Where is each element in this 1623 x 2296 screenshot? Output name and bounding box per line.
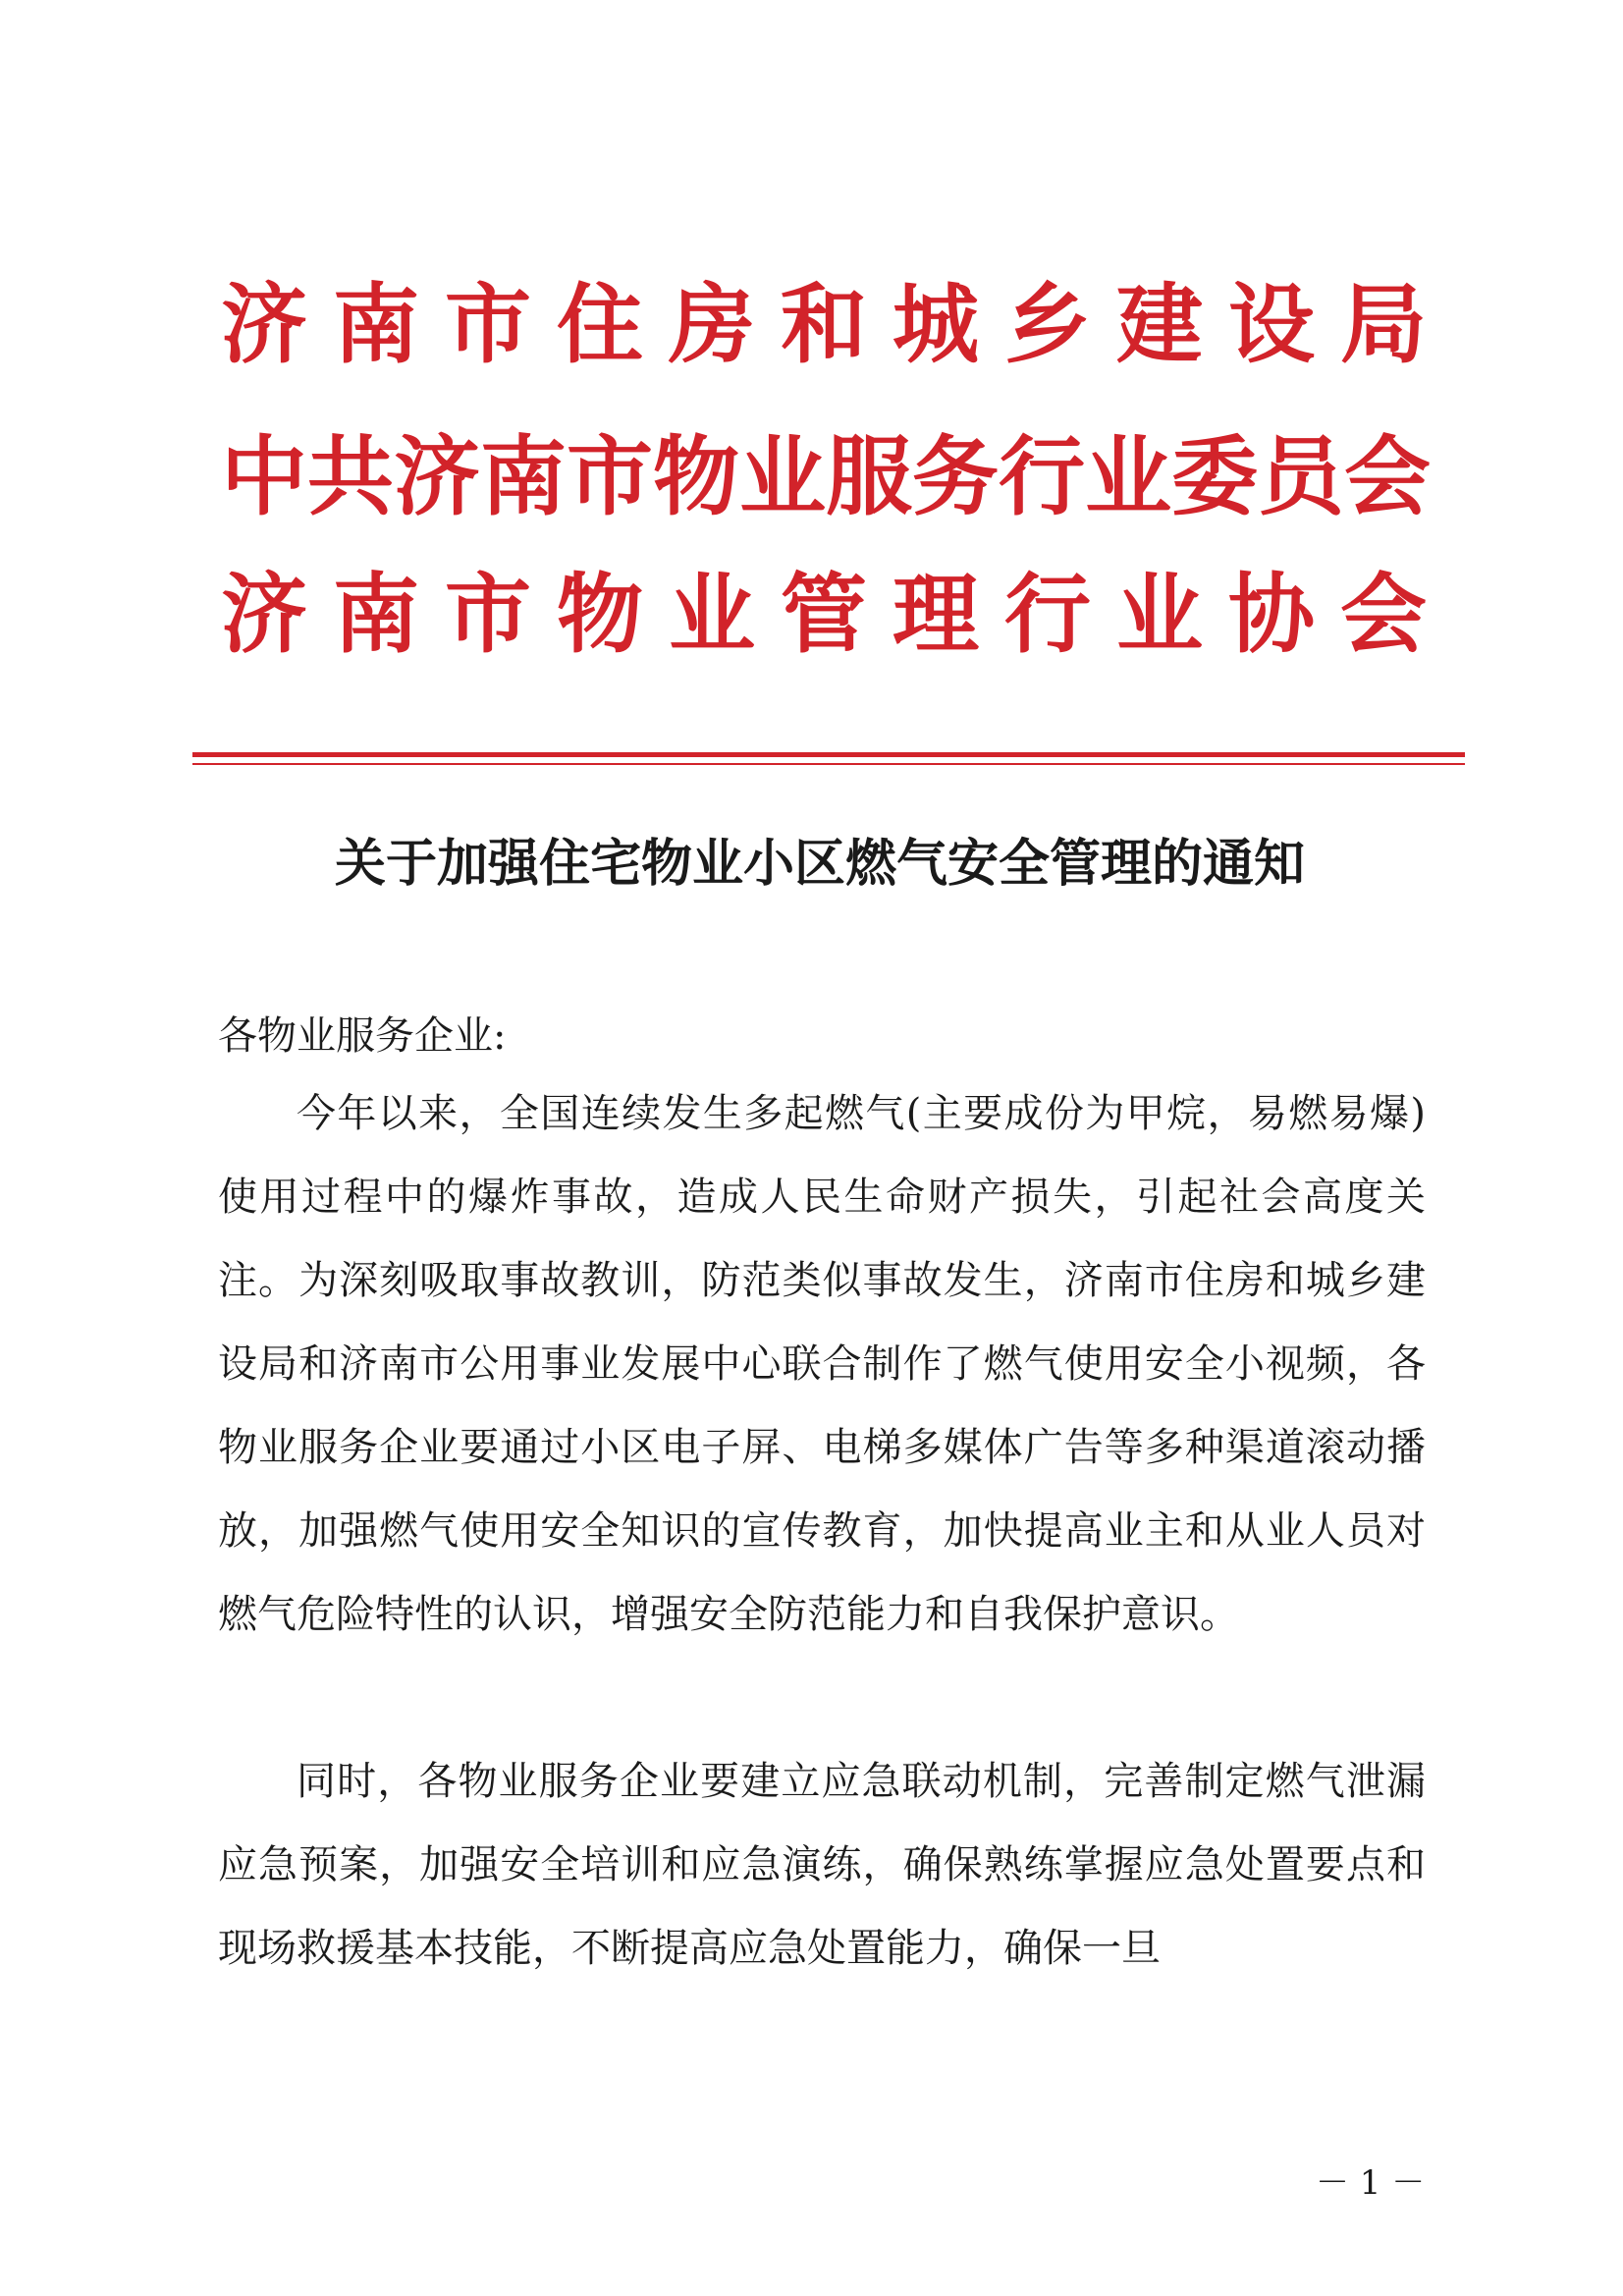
issuer-name-1: 济南市住房和城乡建设局 (221, 273, 1429, 375)
header-divider-thin (192, 763, 1465, 765)
document-title: 关于加强住宅物业小区燃气安全管理的通知 (334, 834, 1305, 894)
issuer-name-3: 济南市物业管理行业协会 (221, 563, 1429, 665)
header-divider-thick (192, 752, 1465, 757)
body-paragraph-1: 今年以来，全国连续发生多起燃气(主要成份为甲烷，易燃易爆)使用过程中的爆炸事故，造成人民生命财产损失，引起社会高度关注。为深刻吸取事故教训，防范类似事故发生，济南市住房和城乡建设局和济南市公用事业发展中心联合制作了燃气使用安全小视频，各物业服务企业要通过小区电子屏、电梯多媒体广告等多种渠道滚动播放，加强燃气使用安全知识的宣传教育，加快提高业主和从业人员对燃气危险特性的认识，增强安全防范能力和自我保护意识。 (218, 1091, 1426, 1637)
salutation: 各物业服务企业: (218, 1013, 507, 1059)
issuer-name-2: 中共济南市物业服务行业委员会 (221, 425, 1432, 527)
page-number: － 1 － (1316, 2163, 1426, 2203)
body-paragraph-2: 同时，各物业服务企业要建立应急联动机制，完善制定燃气泄漏应急预案，加强安全培训和应急演练，确保熟练掌握应急处置要点和现场救援基本技能，不断提高应急处置能力，确保一旦 (218, 1759, 1426, 1971)
